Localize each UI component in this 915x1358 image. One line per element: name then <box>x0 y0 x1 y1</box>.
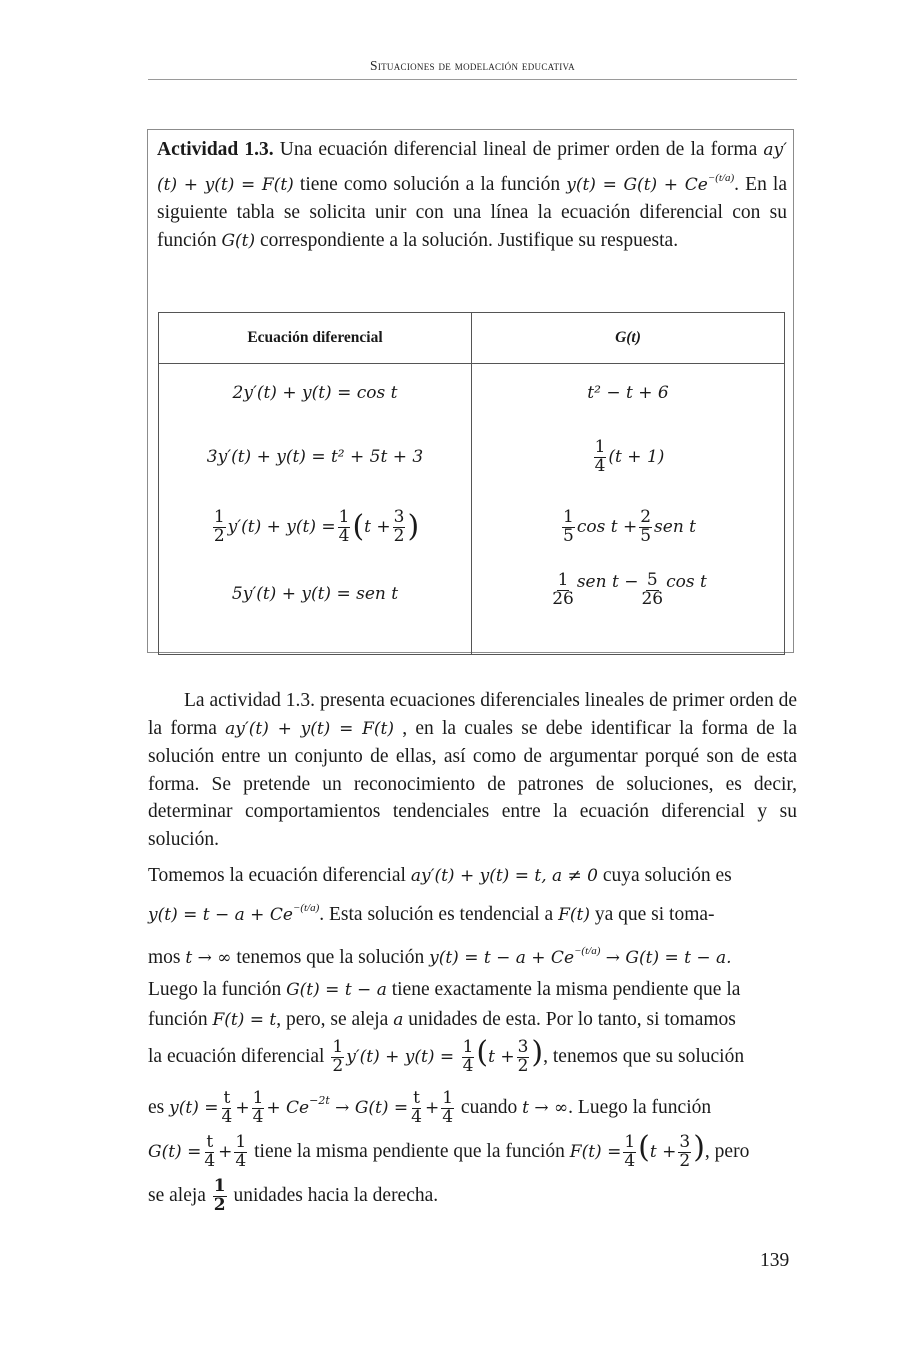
fraction-numerator: 3 <box>393 506 405 527</box>
text-line <box>148 1005 797 1035</box>
g-function-term: sen t − <box>576 572 639 592</box>
paragraph-text: Luego la función <box>148 979 287 1000</box>
exponent: −2t <box>309 1094 330 1107</box>
paragraph-text: , pero <box>704 1141 750 1162</box>
fraction-denominator: 2 <box>517 1056 529 1076</box>
g-function-rest: (t + 1) <box>608 447 665 467</box>
activity-text: correspondiente a la solución. Justifique su respuesta. <box>255 230 679 251</box>
text-line <box>148 890 797 934</box>
paragraph-activity-description <box>148 687 797 853</box>
paragraph-text: , en la cuales se debe identificar la forma de la solución entre un conjunto de ellas, así como de argumentar porqué son de esta forma. Se pretende un reconocimiento de patrones de soluciones, es decir, determinar comportamientos tendenciales entre la ecuación diferencial y su solución. <box>148 717 797 850</box>
paragraph-text: Tomemos la ecuación diferencial <box>148 865 411 886</box>
paragraph-text: se aleja <box>148 1185 211 1206</box>
g-function-item[interactable] <box>472 562 784 654</box>
equation-item[interactable] <box>159 492 471 562</box>
header-divider <box>148 79 797 80</box>
inline-equation: G(t) = <box>148 1142 202 1162</box>
equation-middle: y′(t) + y(t) = <box>227 517 336 537</box>
fraction-numerator: 1 <box>332 1037 344 1058</box>
fraction-denominator: 2 <box>213 525 225 546</box>
fraction-denominator: 4 <box>338 525 350 546</box>
paragraph-text: . Luego la función <box>568 1097 712 1118</box>
inline-equation: G(t) = <box>354 1098 409 1118</box>
matching-table <box>158 312 785 655</box>
activity-text: Una ecuación diferencial lineal de primer orden de la forma <box>273 139 764 160</box>
text-line: G(t) = $\frac{t}{4}$ + $\frac{1}{4}$ tiene la misma pendiente que la función F(t) = $\frac{1}{4}$ (t + $\frac{3}{2}$ ), pero <box>148 1130 750 1171</box>
text-line <box>148 934 797 975</box>
paragraph-text: es <box>148 1097 170 1118</box>
paragraph-text: , tenemos que su solución <box>543 1046 745 1067</box>
g-function-term: cos t + <box>576 517 638 537</box>
paragraph-text: tiene la misma pendiente que la función <box>249 1141 570 1162</box>
activity-label: Actividad 1.3. <box>157 139 274 160</box>
equation-item[interactable]: 3y′(t) + y(t) = t² + 5t + 3 <box>206 447 424 467</box>
column-header-equation: Ecuación diferencial <box>159 313 472 364</box>
inline-equation: F(t) = t <box>212 1010 277 1030</box>
text-line <box>148 862 797 890</box>
paragraph-text: cuya solución es <box>598 865 732 886</box>
inline-variable: a <box>393 1010 404 1030</box>
form-equation: ay′(t) + y(t) = F(t) <box>225 718 394 739</box>
fraction-numerator: 1 <box>563 506 574 527</box>
fraction-denominator: 4 <box>594 455 606 476</box>
fraction-numerator: 1 <box>213 506 225 527</box>
text-line <box>148 975 797 1005</box>
paragraph-text: , pero, se aleja <box>276 1009 394 1030</box>
solution-exponent: −(t/a) <box>707 172 735 184</box>
inline-equation: y(t) = t − a + Ce <box>148 905 293 925</box>
fraction-denominator: 2 <box>332 1056 344 1076</box>
open-paren: ( <box>352 509 365 544</box>
inline-equation: t → ∞ <box>522 1098 569 1118</box>
text-line: se aleja $\frac{1}{2}$ unidades hacia la derecha. <box>148 1176 439 1215</box>
close-paren: ) <box>531 1035 544 1070</box>
paragraph-text: mos <box>148 947 186 968</box>
g-function-term: cos t <box>666 572 707 592</box>
inline-equation: G(t) = t − a <box>286 980 387 1000</box>
g-function-item[interactable] <box>472 422 784 492</box>
inline-equation: F(t) <box>558 905 590 925</box>
equation-inner: t + <box>364 517 391 537</box>
form-equation: ay′(t) + y(t) = F(t) <box>157 140 787 195</box>
fraction-numerator: 5 <box>646 570 658 590</box>
paragraph-text: tenemos que la solución <box>231 947 430 968</box>
paragraph-text: ya que si toma- <box>589 904 715 925</box>
paragraph-text: unidades hacia la derecha. <box>228 1185 439 1206</box>
exponent: −(t/a) <box>292 902 320 914</box>
activity-box <box>147 129 794 653</box>
page-number: 139 <box>760 1250 790 1271</box>
g-function-item[interactable]: t² − t + 6 <box>587 383 669 403</box>
running-head-title: Situaciones de modelación educativa <box>370 58 575 73</box>
inline-equation: y′(t) + y(t) = <box>346 1047 455 1067</box>
fraction-denominator: 26 <box>641 588 664 609</box>
inline-equation: F(t) = <box>569 1142 622 1162</box>
text-line <box>148 1035 797 1079</box>
equation-item[interactable]: 5y′(t) + y(t) = sen t <box>231 584 399 604</box>
fraction-numerator: 1 <box>557 570 569 590</box>
paragraph-text: función <box>148 1009 213 1030</box>
inline-equation: t + <box>488 1047 515 1067</box>
inline-equation: ay′(t) + y(t) = t, a ≠ 0 <box>410 866 599 886</box>
paragraph-text: tiene exactamente la misma pendiente que la <box>386 979 741 1000</box>
activity-text: tiene como solución a la función <box>293 174 567 195</box>
inline-equation: y(t) = <box>169 1098 219 1118</box>
solution-equation: y(t) = G(t) + Ce <box>566 175 708 195</box>
fraction-denominator: 2 <box>393 525 405 546</box>
activity-text: . En la siguiente tabla se solicita unir con una línea la ecuación diferencial con su función <box>157 174 788 251</box>
inline-equation: → G(t) = t − a. <box>600 948 732 968</box>
fraction-numerator: 1 <box>594 436 606 457</box>
exponent: −(t/a) <box>574 945 601 957</box>
activity-statement <box>157 136 787 255</box>
close-paren: ) <box>407 509 420 544</box>
fraction-numerator: 3 <box>517 1037 529 1058</box>
g-functions-column <box>472 364 785 655</box>
paragraph-analysis <box>148 862 797 1218</box>
paragraph-text: . Esta solución es tendencial a <box>319 904 559 925</box>
fraction-numerator: 1 <box>462 1037 474 1058</box>
text-line: es y(t) = $\frac{t}{4}$ + $\frac{1}{4}$ + $Ce^{-2t} \to G(t)$ = $\frac{t}{4}$ + $\frac{1}{4}$ cuando t → ∞. Luego la función <box>148 1088 712 1127</box>
fraction-denominator: 26 <box>552 588 574 609</box>
g-function-term: sen t <box>654 517 696 537</box>
fraction-denominator: 5 <box>640 525 652 546</box>
paragraph-text: la ecuación diferencial <box>148 1046 330 1067</box>
fraction-denominator: 5 <box>563 525 574 546</box>
fraction-numerator: 2 <box>640 506 652 527</box>
open-paren: ( <box>476 1035 489 1070</box>
open-paren: ( <box>638 1130 650 1165</box>
equation-item[interactable]: 2y′(t) + y(t) = cos t <box>232 383 398 403</box>
inline-equation: y(t) = t − a + Ce <box>429 948 574 968</box>
column-header-g: G(t) <box>472 313 785 364</box>
fraction-numerator: 1 <box>338 506 350 527</box>
g-symbol: G(t) <box>221 231 256 251</box>
paragraph-text: unidades de esta. Por lo tanto, si tomamos <box>403 1009 736 1030</box>
paragraph-text: cuando <box>456 1097 523 1118</box>
g-function-item[interactable] <box>472 492 784 562</box>
inline-equation: + Ce <box>266 1098 310 1118</box>
fraction-denominator: 4 <box>462 1056 474 1076</box>
inline-equation: t → ∞ <box>185 948 232 968</box>
arrow: → <box>329 1098 355 1118</box>
equations-column <box>159 364 472 655</box>
close-paren: ) <box>693 1130 705 1165</box>
paragraph-text: La actividad 1.3. presenta ecuaciones diferenciales lineales de primer orden de la forma <box>148 690 797 739</box>
